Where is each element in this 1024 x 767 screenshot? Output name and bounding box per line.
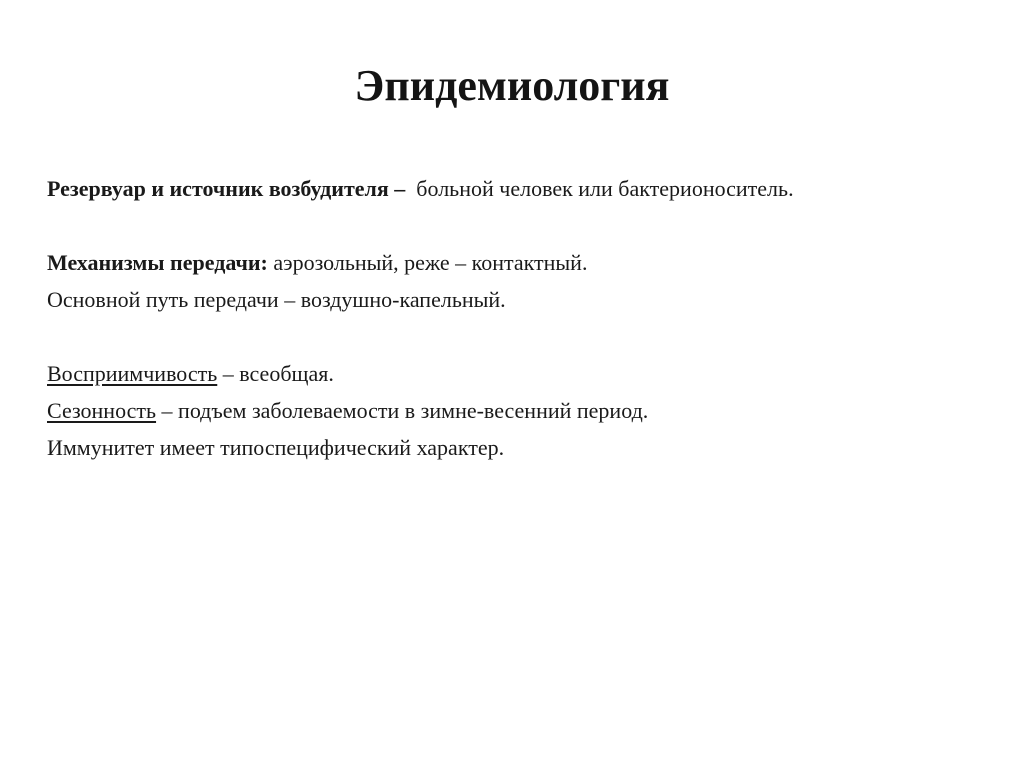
mechanisms-label: Механизмы передачи:: [47, 250, 268, 275]
slide-title: Эпидемиология: [354, 61, 670, 110]
seasonality-text: – подъем заболеваемости в зимне-весенний период.: [161, 398, 649, 423]
reservoir-text: больной человек или бактерионоситель.: [416, 176, 794, 201]
slide-body: [47, 170, 987, 466]
spacer: [47, 207, 987, 244]
susceptibility-line: [47, 355, 987, 392]
seasonality-line: [47, 392, 987, 429]
spacer: [47, 318, 987, 355]
susceptibility-text: – всеобщая.: [222, 361, 334, 386]
seasonality-label: Сезонность: [47, 398, 157, 423]
reservoir-label: Резервуар и источник возбудителя –: [47, 176, 406, 201]
mechanisms-line: [47, 244, 987, 281]
reservoir-line: [47, 170, 987, 207]
susceptibility-label: Восприимчивость: [47, 361, 218, 386]
immunity-line: Иммунитет имеет типоспецифический характер.: [47, 435, 505, 460]
main-route-line: Основной путь передачи – воздушно-капельный.: [47, 287, 506, 312]
mechanisms-text: аэрозольный, реже – контактный.: [273, 250, 588, 275]
